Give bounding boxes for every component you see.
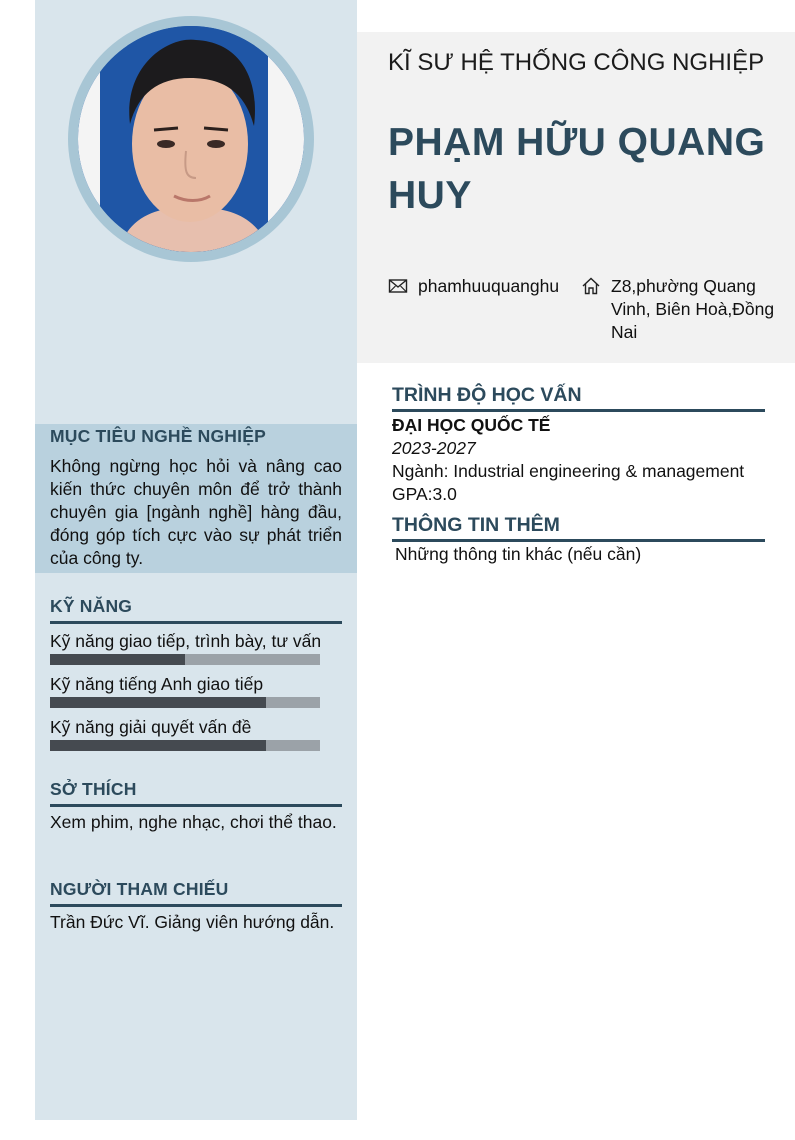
skill-item — [50, 716, 342, 751]
objective-section — [50, 426, 342, 570]
skill-bar-fill — [50, 697, 266, 708]
home-icon — [581, 276, 601, 296]
avatar-frame — [68, 16, 314, 262]
contact-address — [581, 275, 781, 344]
sidebar — [35, 0, 357, 1120]
objective-heading: MỤC TIÊU NGHỀ NGHIỆP — [50, 426, 266, 446]
objective-text: Không ngừng học hỏi và nâng cao kiến thức chuyên môn để trở thành chuyên gia [ngành nghề] hàng đầu, đóng góp tích cực vào sự phát triển của công ty. — [50, 456, 342, 568]
additional-section — [392, 514, 765, 566]
hobbies-heading: SỞ THÍCH — [50, 779, 342, 807]
skills-list — [50, 630, 342, 751]
additional-text: Những thông tin khác (nếu cần) — [395, 544, 642, 564]
skill-bar-fill — [50, 654, 185, 665]
education-years: 2023-2027 — [392, 438, 476, 458]
contact-email — [388, 275, 559, 298]
education-section — [392, 384, 765, 506]
references-section — [50, 879, 342, 934]
hobbies-section — [50, 779, 342, 834]
skill-label: Kỹ năng giao tiếp, trình bày, tư vấn — [50, 631, 322, 651]
hobbies-text: Xem phim, nghe nhạc, chơi thể thao. — [50, 812, 337, 832]
skill-bar — [50, 697, 320, 708]
skill-item — [50, 630, 342, 665]
references-text: Trần Đức Vĩ. Giảng viên hướng dẫn. — [50, 912, 335, 932]
skills-section — [50, 596, 342, 751]
skill-bar — [50, 740, 320, 751]
education-major: Ngành: Industrial engineering & management — [392, 461, 745, 481]
email-text: phamhuuquanghu — [418, 276, 560, 296]
education-school: ĐẠI HỌC QUỐC TẾ — [392, 415, 551, 435]
education-heading: TRÌNH ĐỘ HỌC VẤN — [392, 384, 765, 412]
skills-heading: KỸ NĂNG — [50, 596, 342, 624]
full-name: PHẠM HỮU QUANG HUY — [388, 121, 766, 217]
additional-heading: THÔNG TIN THÊM — [392, 514, 765, 542]
skill-item — [50, 673, 342, 708]
education-gpa: GPA:3.0 — [392, 484, 457, 504]
header — [357, 32, 795, 363]
address-text: Z8,phường Quang Vinh, Biên Hoà,Đồng Nai — [611, 276, 775, 342]
skill-label: Kỹ năng tiếng Anh giao tiếp — [50, 674, 264, 694]
portrait-illustration — [78, 26, 304, 252]
job-title: KĨ SƯ HỆ THỐNG CÔNG NGHIỆP — [388, 49, 765, 76]
skill-bar — [50, 654, 320, 665]
envelope-icon — [388, 276, 408, 296]
skill-bar-fill — [50, 740, 266, 751]
skill-label: Kỹ năng giải quyết vấn đề — [50, 717, 252, 737]
references-heading: NGƯỜI THAM CHIẾU — [50, 879, 342, 907]
avatar — [78, 26, 304, 252]
